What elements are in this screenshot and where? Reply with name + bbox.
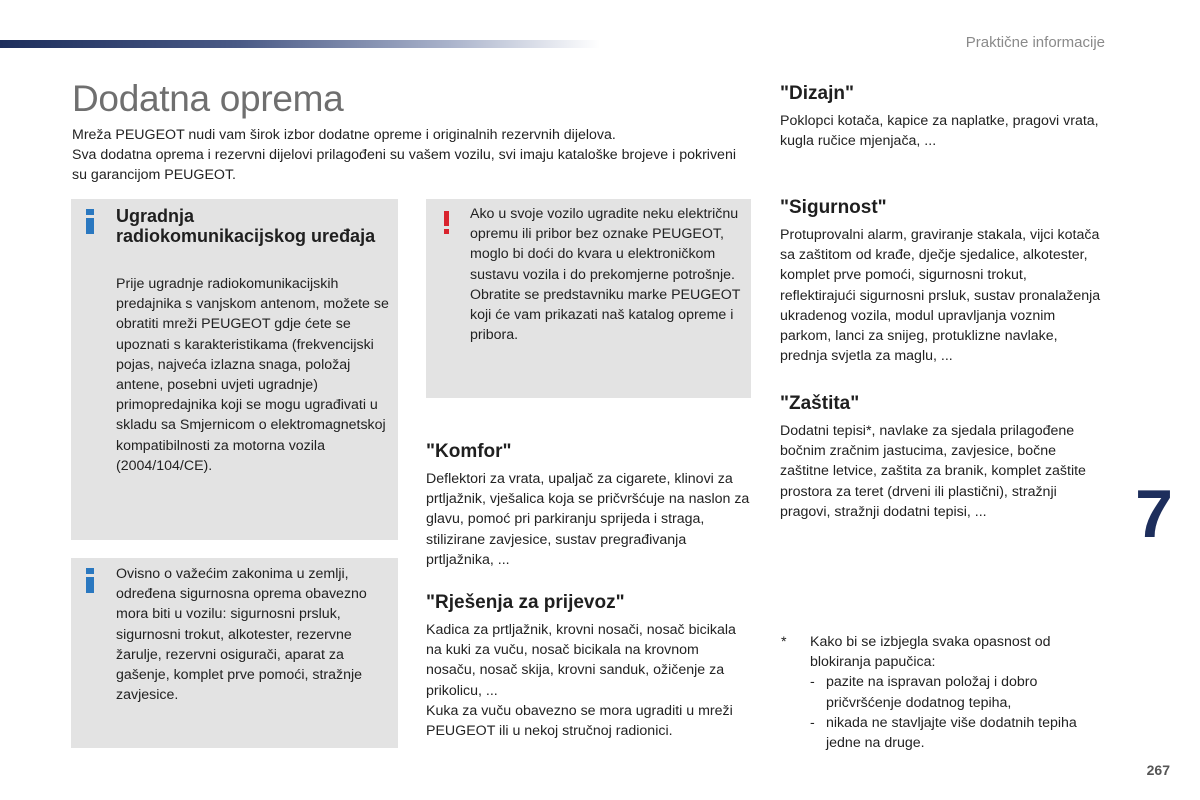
intro-line-2: Sva dodatna oprema i rezervni dijelovi prilagođeni su vašem vozilu, svi imaju kataloške brojeve i pokriveni su garancijom PEUGEOT.	[72, 147, 736, 183]
footnote-list	[810, 672, 1111, 753]
transport-text-2: Kuka za vuču obavezno se mora ugraditi u mreži PEUGEOT ili u nekoj stručnoj radionici.	[426, 702, 733, 740]
footnote-intro: Kako bi se izbjegla svaka opasnost od blokiranja papučica:	[810, 634, 1051, 671]
info-icon	[85, 209, 95, 234]
warning-box-text	[470, 204, 750, 345]
info-box-text: Ovisno o važećim zakonima u zemlji, određena sigurnosna oprema obavezno mora biti u vozilu: sigurnosni prsluk, sigurnosni trokut, alkotester, rezervne žarulje, rezervni osigurači, aparat za gašenje, komplet prve pomoći, stražnje zavjesice.	[116, 566, 367, 704]
info-box-radio	[71, 199, 398, 540]
footnote-marker: *	[781, 634, 787, 650]
footnote	[781, 632, 1111, 753]
protection-text: Dodatni tepisi*, navlake za sjedala prilagođene bočnim zračnim jastucima, zavjesice, bočne zaštitne letvice, zaštita za branik, komplet zaštite prostora za teret (drveni ili plastični), stražnji pragovi, stražnji dodatni tepisi, ...	[780, 423, 1086, 520]
transport-text-1: Kadica za prtljažnik, krovni nosači, nosač bicikala na kuki za vuču, nosač bicikala na krovnom nosaču, nosač skija, krovni sanduk, ožičenje za prikolicu, ...	[426, 622, 736, 699]
header-gradient-bar	[0, 40, 600, 48]
info-icon	[85, 568, 95, 593]
info-box-heading: Ugradnja radiokomunikacijskog uređaja	[116, 206, 376, 246]
warning-text-2: Obratite se predstavniku marke PEUGEOT koji će vam prikazati naš katalog opreme i pribora.	[470, 286, 741, 344]
warning-text-1: Ako u svoje vozilo ugradite neku električnu opremu ili pribor bez oznake PEUGEOT, moglo bi doći do kvara u elektroničkom sustavu vozila i do prekomjerne potrošnje.	[470, 206, 739, 283]
transport-text	[426, 620, 751, 741]
chapter-number: 7	[1135, 476, 1171, 552]
page-number: 267	[1146, 762, 1170, 778]
footnote-item: - pazite na ispravan položaj i dobro pričvršćenje dodatnog tepiha,	[810, 672, 1111, 712]
intro-text	[72, 125, 752, 185]
info-box-text: Prije ugradnje radiokomunikacijskih predajnika s vanjskom antenom, možete se obratiti mreži PEUGEOT gdje ćete se upoznati s karakteristikama (frekvencijski pojas, najveća izlazna snaga, položaj antene, posebni uvjeti ugradnje) primopredajnika koji se mogu ugrađivati u skladu sa Smjernicom o elektromagnetskoj kompatibilnosti za motorna vozila (2004/104/CE).	[116, 276, 389, 474]
intro-line-1: Mreža PEUGEOT nudi vam širok izbor dodatne opreme i originalnih rezervnih dijelova.	[72, 127, 616, 143]
info-box-safety	[71, 558, 398, 748]
design-text: Poklopci kotača, kapice za naplatke, pragovi vrata, kugla ručice mjenjača, ...	[780, 113, 1099, 150]
design-heading: "Dizajn"	[780, 83, 854, 104]
security-text: Protuprovalni alarm, graviranje stakala, vijci kotača sa zaštitom od krađe, dječje sjedalice, alkotester, komplet prve pomoći, sigurnosni trokut, reflektirajući sigurnosni prsluk, sustav pronalaženja ukradenog vozila, modul upravljanja voznim parkom, lanci za snijeg, protuklizne navlake, prednja svjetla za maglu, ...	[780, 227, 1101, 365]
komfor-text: Deflektori za vrata, upaljač za cigarete, klinovi za prtljažnik, vješalica koja se pričvršćuje na naslon za glavu, pomoć pri parkiranju sprijeda i straga, stilizirane zavjesice, sustav pregrađivanja prtljažnika, ...	[426, 471, 750, 568]
komfor-heading: "Komfor"	[426, 441, 512, 462]
warning-icon	[442, 211, 452, 234]
protection-heading: "Zaštita"	[780, 393, 860, 414]
footnote-item: - nikada ne stavljajte više dodatnih tepiha jedne na druge.	[810, 713, 1111, 753]
page-title: Dodatna oprema	[72, 78, 344, 119]
warning-box	[426, 199, 751, 398]
security-heading: "Sigurnost"	[780, 197, 887, 218]
transport-heading: "Rješenja za prijevoz"	[426, 592, 625, 613]
section-header: Praktične informacije	[965, 34, 1105, 51]
